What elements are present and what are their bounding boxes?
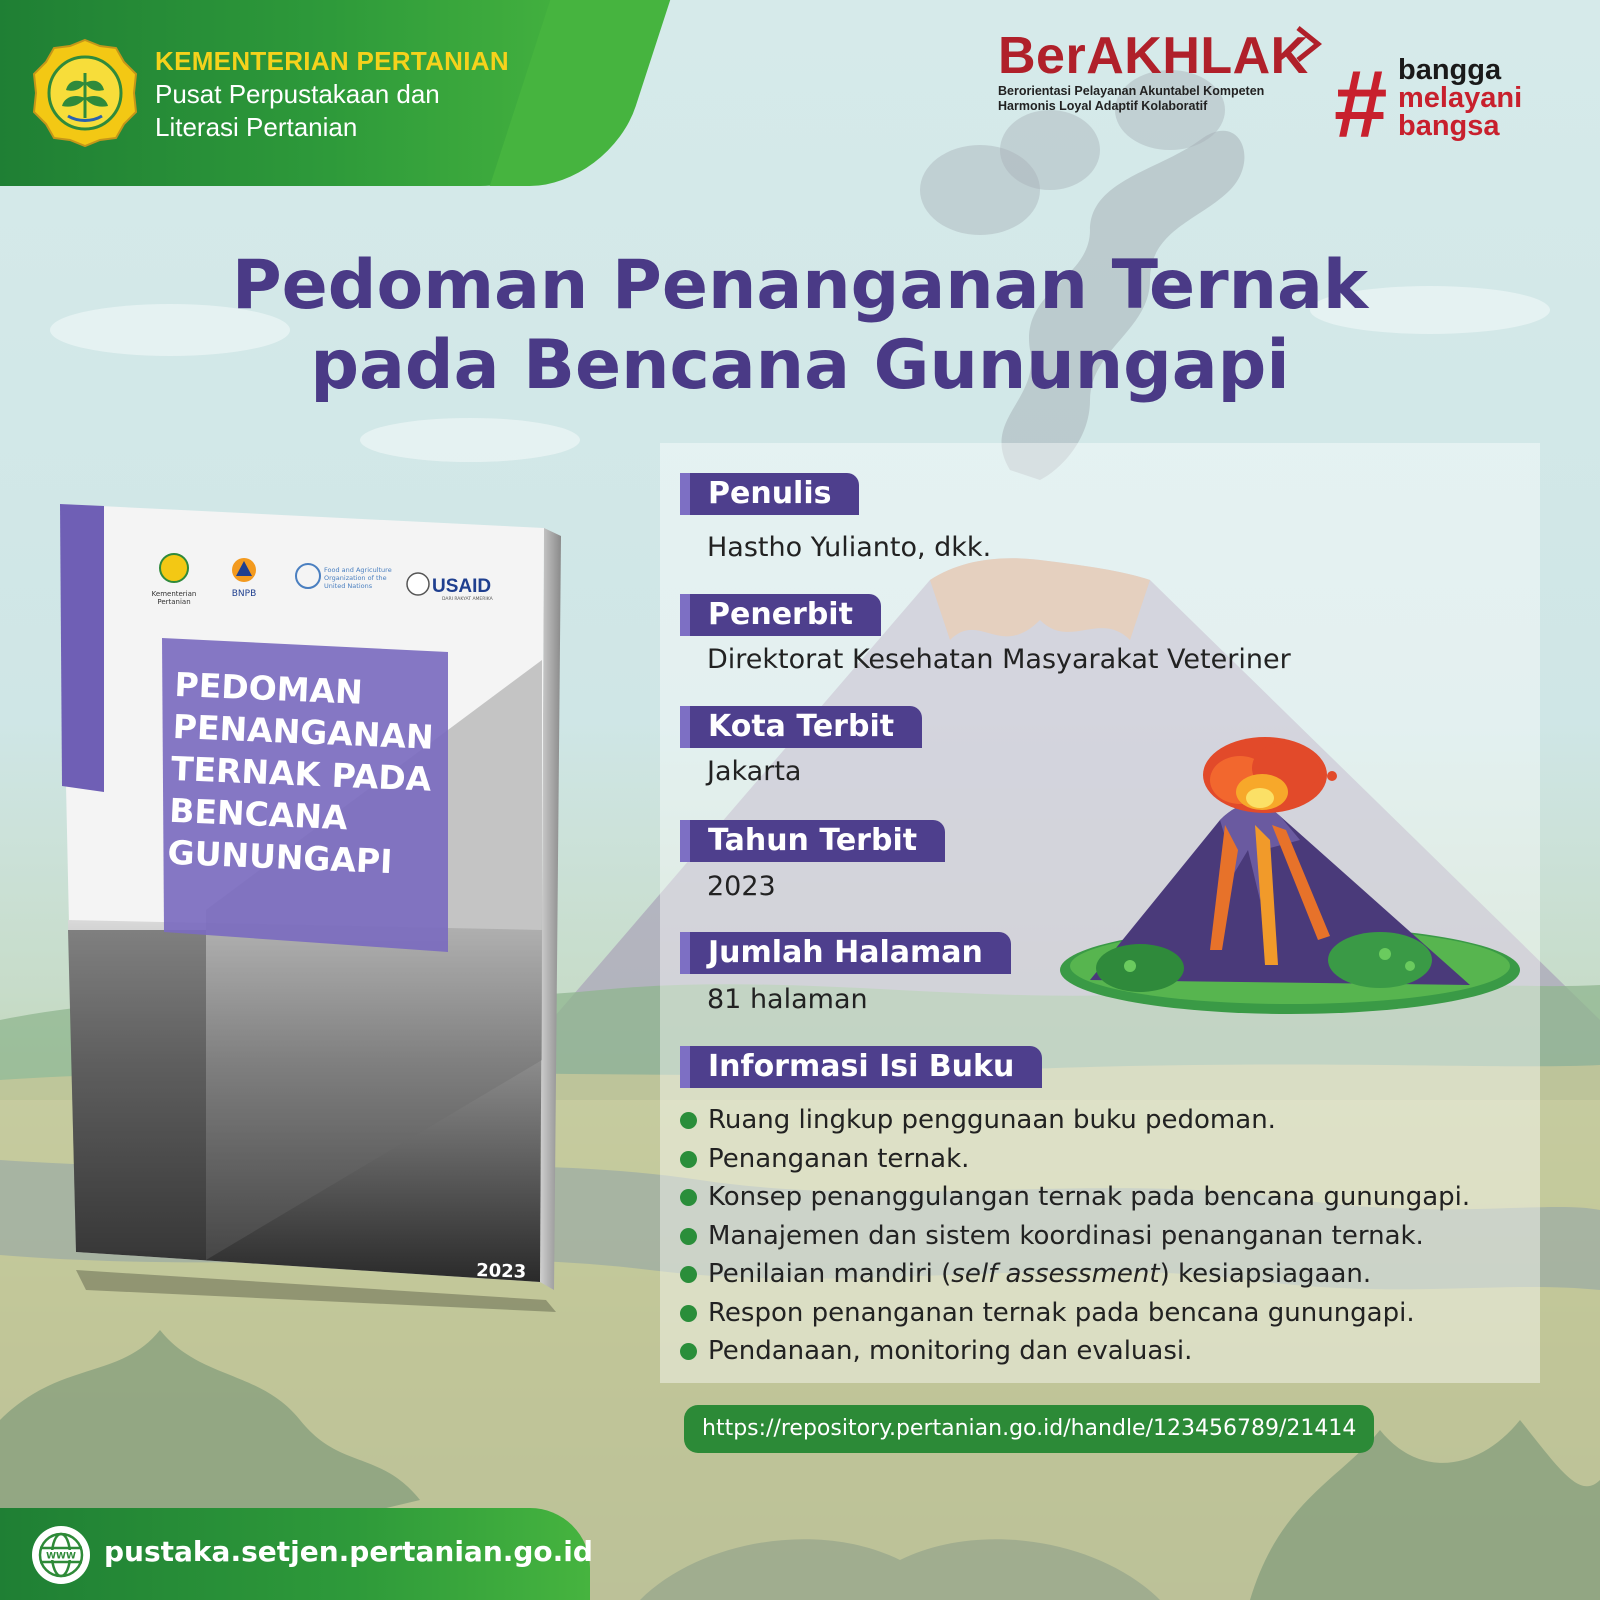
value-penulis: Hastho Yulianto, dkk. <box>707 532 992 563</box>
cover-logo1-caption2: Pertanian <box>157 598 191 606</box>
ministry-logo-icon <box>30 38 140 148</box>
berakhlak-desc-line1: Berorientasi Pelayanan Akuntabel Kompeten <box>998 84 1265 98</box>
value-jumlah-halaman: 81 halaman <box>707 984 868 1015</box>
globe-icon <box>30 1524 92 1586</box>
value-tahun-terbit: 2023 <box>707 871 776 902</box>
list-item-text: Manajemen dan sistem koordinasi penanganan ternak. <box>708 1220 1424 1251</box>
list-item <box>680 1294 1470 1333</box>
bullet-dot-icon <box>680 1305 697 1322</box>
cover-logo1-caption1: Kementerian <box>151 590 197 598</box>
hashtag-word-bangga: bangga <box>1398 54 1502 86</box>
hashtag-words <box>1398 56 1522 140</box>
cover-logo3-caption2: Organization of the <box>324 574 387 582</box>
page-title-line1: Pedoman Penanganan Ternak <box>231 246 1369 325</box>
list-item-text: Respon penanganan ternak pada bencana gunungapi. <box>708 1297 1415 1328</box>
cover-title-line3: TERNAK PADA <box>170 748 433 799</box>
ministry-name: KEMENTERIAN PERTANIAN <box>155 46 509 76</box>
bullet-dot-icon <box>680 1343 697 1360</box>
ministry-text <box>155 46 509 143</box>
cover-logo3-caption3: United Nations <box>324 582 373 590</box>
cover-logo4-caption: USAID <box>432 576 492 597</box>
list-item <box>680 1332 1470 1371</box>
list-item <box>680 1140 1470 1179</box>
hashtag-symbol: # <box>1334 51 1388 158</box>
label-jumlah-halaman: Jumlah Halaman <box>680 932 1011 974</box>
page-title-line2: pada Bencana Gunungapi <box>310 326 1290 405</box>
bangga-melayani-bangsa-logo <box>1334 51 1554 158</box>
cover-logo3-caption1: Food and Agriculture <box>324 566 392 574</box>
list-item-text: Penanganan ternak. <box>708 1143 970 1174</box>
bullet-dot-icon <box>680 1266 697 1283</box>
bullet-dot-icon <box>680 1151 697 1168</box>
label-informasi-isi-buku: Informasi Isi Buku <box>680 1046 1042 1088</box>
hashtag-word-bangsa: bangsa <box>1398 110 1500 142</box>
ministry-subtitle-line2: Literasi Pertanian <box>155 112 358 142</box>
label-tahun-terbit: Tahun Terbit <box>680 820 945 862</box>
berakhlak-title: BerAKHLAK <box>998 27 1309 85</box>
book-cover-mockup <box>56 500 576 1320</box>
list-item <box>680 1178 1470 1217</box>
label-penulis: Penulis <box>680 473 859 515</box>
cover-title-line2: PENANGANAN <box>172 706 435 757</box>
berakhlak-logo <box>998 28 1309 114</box>
ministry-subtitle-line1: Pusat Perpustakaan dan <box>155 79 440 109</box>
list-item <box>680 1101 1470 1140</box>
cover-title-line1: PEDOMAN <box>173 664 364 712</box>
footer-website-link[interactable]: pustaka.setjen.pertanian.go.id <box>104 1535 593 1568</box>
cover-year: 2023 <box>475 1260 527 1283</box>
berakhlak-chevron-icon <box>1290 24 1326 64</box>
list-item <box>680 1255 1470 1294</box>
bullet-dot-icon <box>680 1228 697 1245</box>
label-kota-terbit: Kota Terbit <box>680 706 922 748</box>
cover-logo4-tagline: DARI RAKYAT AMERIKA <box>442 597 493 602</box>
cover-title-line5: GUNUNGAPI <box>166 832 394 882</box>
volcano-illustration <box>1050 730 1530 1030</box>
repository-link[interactable]: https://repository.pertanian.go.id/handle/123456789/21414 <box>684 1405 1374 1453</box>
bullet-dot-icon <box>680 1112 697 1129</box>
contents-list <box>680 1101 1470 1371</box>
list-item-text: Penilaian mandiri (self assessment) kesiapsiagaan. <box>708 1259 1372 1289</box>
value-penerbit: Direktorat Kesehatan Masyarakat Veteriner <box>707 644 1291 675</box>
list-item-text: Konsep penanggulangan ternak pada bencana gunungapi. <box>708 1182 1471 1212</box>
bullet-dot-icon <box>680 1189 697 1206</box>
cover-title-line4: BENCANA <box>168 790 349 838</box>
value-kota-terbit: Jakarta <box>707 756 802 787</box>
list-item-text: Ruang lingkup penggunaan buku pedoman. <box>708 1105 1276 1135</box>
globe-icon-label: WWW <box>46 1551 76 1562</box>
label-penerbit: Penerbit <box>680 594 881 636</box>
berakhlak-desc-line2: Harmonis Loyal Adaptif Kolaboratif <box>998 99 1208 113</box>
list-item-text: Pendanaan, monitoring dan evaluasi. <box>708 1336 1193 1366</box>
cover-logo2-caption: BNPB <box>231 589 257 599</box>
hashtag-word-melayani: melayani <box>1398 82 1523 114</box>
list-item <box>680 1217 1470 1256</box>
page-title <box>0 246 1600 406</box>
